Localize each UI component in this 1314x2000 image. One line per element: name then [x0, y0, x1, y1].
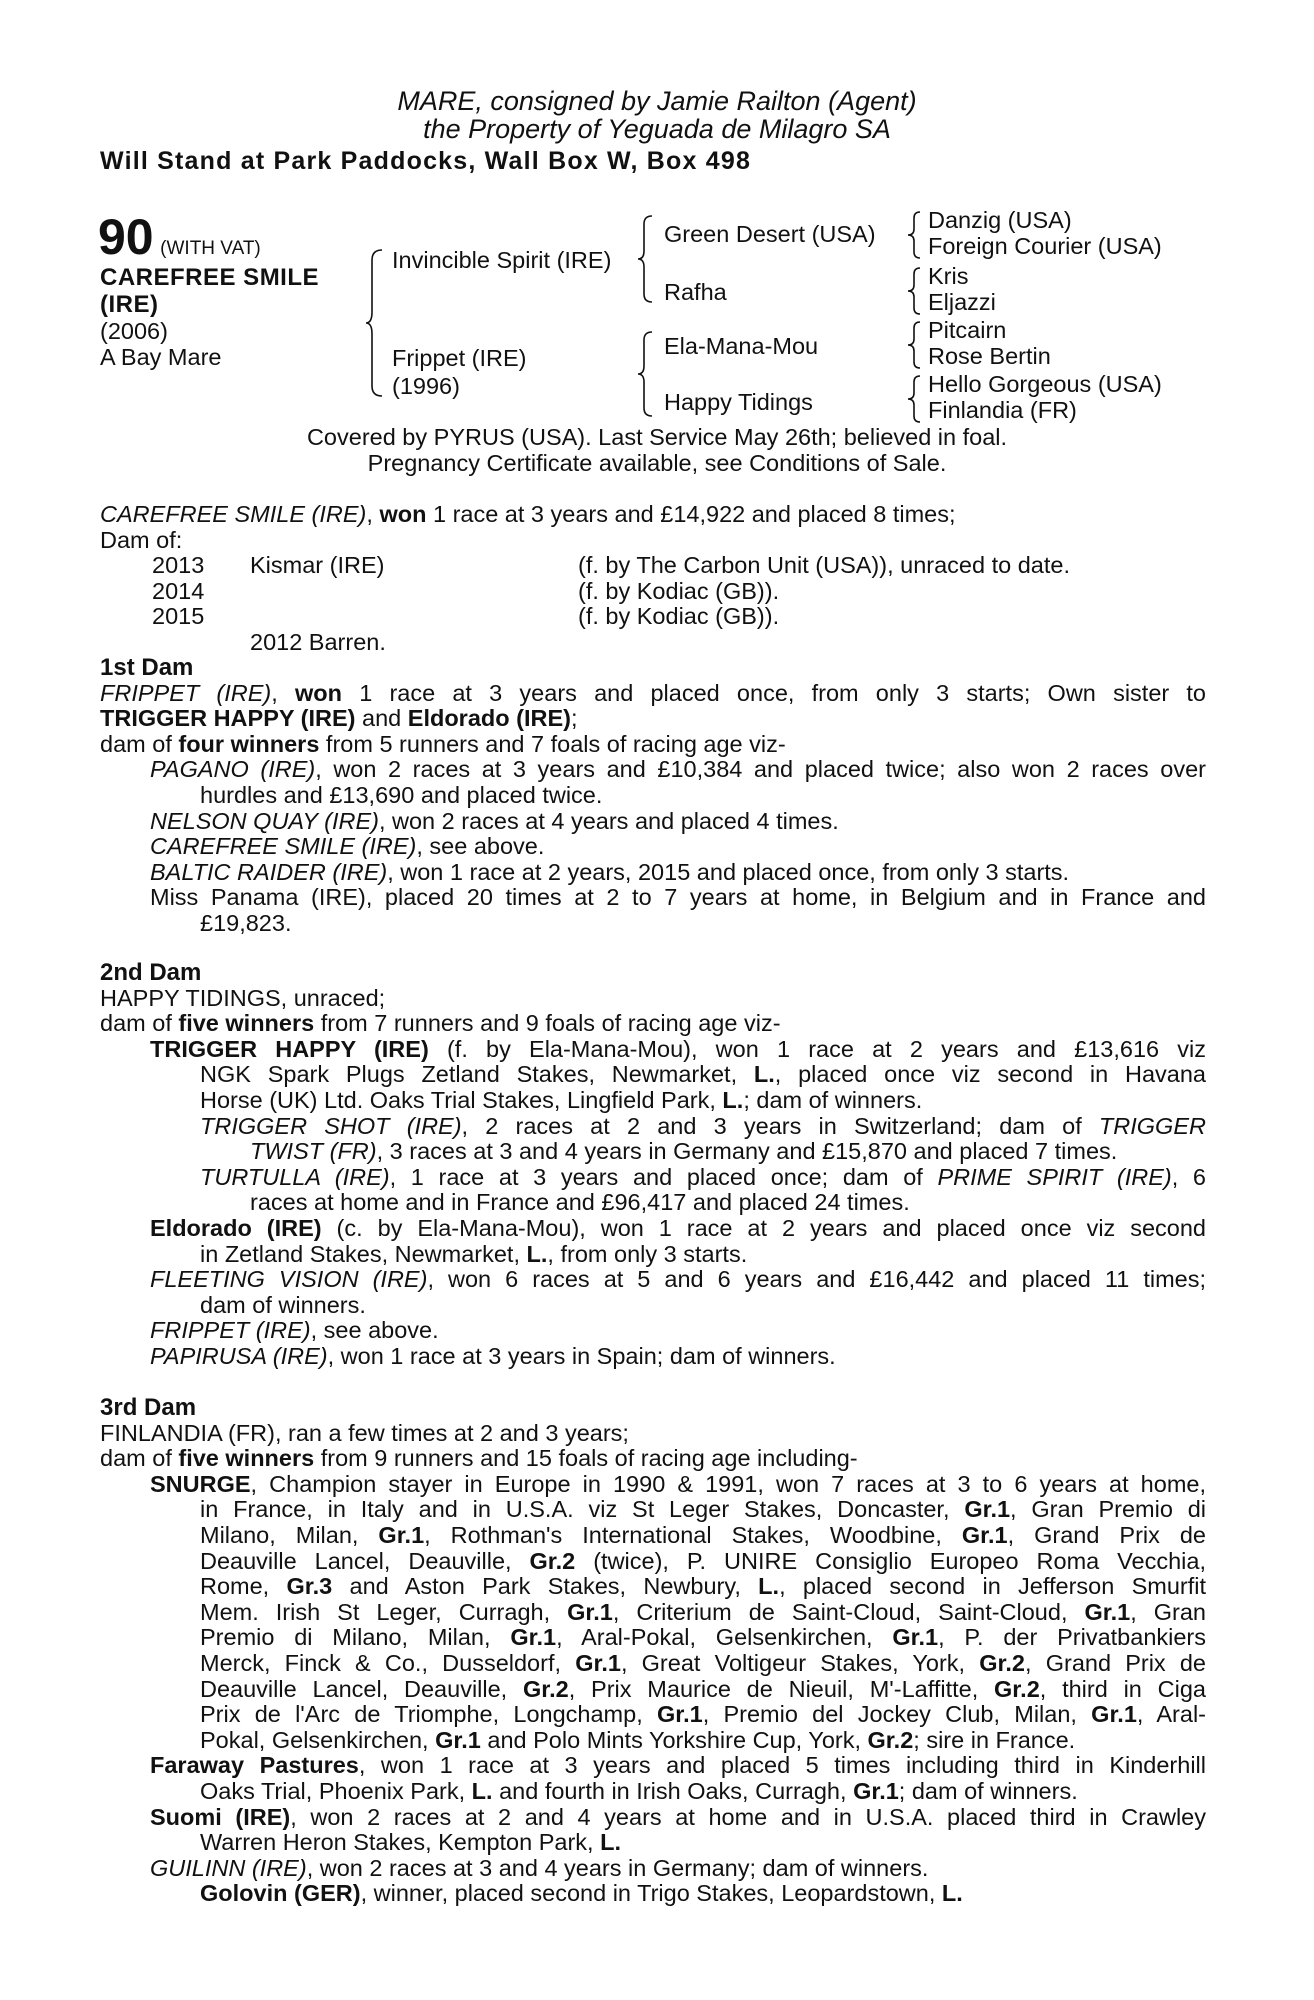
list-item-cont: Mem. Irish St Leger, Curragh, Gr.1, Criterium de Saint-Cloud, Saint-Cloud, Gr.1, Gran: [200, 1598, 1206, 1625]
list-item: GUILINN (IRE), won 2 races at 3 and 4 years in Germany; dam of winners.: [150, 1854, 929, 1881]
list-item-cont: Horse (UK) Ltd. Oaks Trial Stakes, Lingfield Park, L.; dam of winners.: [200, 1086, 923, 1113]
pedigree-gg4: Eljazzi: [928, 289, 996, 315]
list-item-cont: Premio di Milano, Milan, Gr.1, Aral-Pokal, Gelsenkirchen, Gr.1, P. der Privatbankiers: [200, 1624, 1207, 1651]
progeny-row: 2014 (f. by Kodiac (GB)).: [152, 577, 780, 604]
pedigree-gg1: Danzig (USA): [928, 207, 1072, 233]
list-item: TRIGGER SHOT (IRE), 2 races at 2 and 3 years in Switzerland; dam of TRIGGER: [200, 1112, 1206, 1139]
progeny-row: 2015 (f. by Kodiac (GB)).: [152, 603, 780, 630]
list-item-cont: NGK Spark Plugs Zetland Stakes, Newmarket, L., placed once viz second in Havana: [200, 1061, 1207, 1088]
horse-year: (2006): [100, 318, 168, 344]
second-dam-section: [100, 960, 1206, 1370]
property-line: the Property of Yeguada de Milagro SA: [423, 114, 891, 144]
consignor-line: MARE, consigned by Jamie Railton (Agent): [397, 86, 917, 116]
list-item: NELSON QUAY (IRE), won 2 races at 4 years and placed 4 times.: [150, 807, 839, 834]
pedigree-gg8: Finlandia (FR): [928, 397, 1077, 423]
list-item: TURTULLA (IRE), 1 race at 3 years and placed once; dam of PRIME SPIRIT (IRE), 6: [200, 1163, 1206, 1190]
third-dam-record: FINLANDIA (FR), ran a few times at 2 and 3 years;: [100, 1419, 629, 1446]
list-item-cont: TWIST (FR), 3 races at 3 and 4 years in Germany and £15,870 and placed 7 times.: [250, 1138, 1118, 1165]
pedigree-brace-g3: [906, 320, 926, 370]
pedigree-sire-dam: Rafha: [664, 279, 727, 305]
list-item: PAPIRUSA (IRE), won 1 race at 3 years in Spain; dam of winners.: [150, 1342, 836, 1369]
pedigree-brace-dam: [636, 330, 660, 418]
list-item: Golovin (GER), winner, placed second in Trigo Stakes, Leopardstown, L.: [200, 1880, 963, 1907]
list-item: PAGANO (IRE), won 2 races at 3 years and £10,384 and placed twice; also won 2 races over: [150, 756, 1206, 783]
first-dam-heading: 1st Dam: [100, 654, 194, 681]
list-item: Faraway Pastures, won 1 race at 3 years and placed 5 times including third in Kinderhill: [150, 1752, 1206, 1779]
list-item-cont: Prix de l'Arc de Triomphe, Longchamp, Gr.1, Premio del Jockey Club, Milan, Gr.1, Aral-: [200, 1701, 1206, 1728]
list-item: CAREFREE SMILE (IRE), see above.: [150, 833, 545, 860]
pedigree-dam-dam: Happy Tidings: [664, 389, 813, 415]
mare-summary: [100, 502, 1206, 656]
pedigree-dam-sire: Ela-Mana-Mou: [664, 333, 819, 359]
list-item-cont: Deauville Lancel, Deauville, Gr.2 (twice), P. UNIRE Consiglio Europeo Roma Vecchia,: [200, 1547, 1207, 1574]
list-item-cont: Oaks Trial, Phoenix Park, L. and fourth in Irish Oaks, Curragh, Gr.1; dam of winners.: [200, 1777, 1078, 1804]
list-item: SNURGE, Champion stayer in Europe in 1990 & 1991, won 7 races at 3 to 6 years at home,: [150, 1470, 1206, 1497]
pedigree-gg6: Rose Bertin: [928, 343, 1051, 369]
list-item-cont: hurdles and £13,690 and placed twice.: [200, 781, 603, 808]
second-dam-produce: dam of five winners from 7 runners and 9 foals of racing age viz-: [100, 1010, 781, 1037]
pregnancy-line: Pregnancy Certificate available, see Conditions of Sale.: [367, 450, 947, 476]
pedigree-brace-sire: [636, 214, 660, 304]
list-item-cont: races at home and in France and £96,417 and placed 24 times.: [250, 1189, 910, 1216]
lot-number: 90: [98, 209, 154, 265]
list-item-cont: Deauville Lancel, Deauville, Gr.2, Prix Maurice de Nieuil, M'-Laffitte, Gr.2, third in Ciga: [200, 1675, 1206, 1702]
horse-description: A Bay Mare: [100, 344, 222, 370]
pedigree-gg2: Foreign Courier (USA): [928, 233, 1162, 259]
list-item: Miss Panama (IRE), placed 20 times at 2 to 7 years at home, in Belgium and in France and: [150, 884, 1206, 911]
list-item-cont: Pokal, Gelsenkirchen, Gr.1 and Polo Mints Yorkshire Cup, York, Gr.2; sire in France.: [200, 1726, 1076, 1753]
vat-label: (WITH VAT): [160, 238, 261, 259]
lot-number-block: [98, 209, 261, 265]
list-item-cont: dam of winners.: [200, 1291, 366, 1318]
list-item-cont: Merck, Finck & Co., Dusseldorf, Gr.1, Great Voltigeur Stakes, York, Gr.2, Grand Prix de: [200, 1649, 1207, 1676]
pedigree-brace-g1: [906, 210, 926, 260]
second-dam-heading: 2nd Dam: [100, 959, 202, 986]
progeny-row: 2013 Kismar (IRE) (f. by The Carbon Unit (USA)), unraced to date.: [152, 552, 1070, 579]
pedigree-sire-sire: Green Desert (USA): [664, 221, 876, 247]
horse-name-suffix: (IRE): [100, 291, 159, 318]
second-dam-record: HAPPY TIDINGS, unraced;: [100, 984, 386, 1011]
pedigree-brace-g4: [906, 374, 926, 424]
pedigree-gg3: Kris: [928, 263, 969, 289]
list-item-cont: £19,823.: [200, 909, 292, 936]
horse-name: CAREFREE SMILE: [100, 264, 320, 291]
third-dam-section: [100, 1395, 1206, 1907]
list-item: BALTIC RAIDER (IRE), won 1 race at 2 years, 2015 and placed once, from only 3 starts.: [150, 858, 1070, 885]
covered-line: Covered by PYRUS (USA). Last Service May 26th; believed in foal.: [306, 424, 1008, 450]
third-dam-heading: 3rd Dam: [100, 1394, 197, 1421]
first-dam-produce: dam of four winners from 5 runners and 7 foals of racing age viz-: [100, 730, 786, 757]
list-item-cont: in France, in Italy and in U.S.A. viz St Leger Stakes, Doncaster, Gr.1, Gran Premio di: [200, 1496, 1206, 1523]
list-item: TRIGGER HAPPY (IRE) (f. by Ela-Mana-Mou), won 1 race at 2 years and £13,616 viz: [150, 1035, 1206, 1062]
pedigree-brace-main: [364, 248, 394, 398]
pedigree-gg7: Hello Gorgeous (USA): [928, 371, 1162, 397]
barren-row: 2012 Barren.: [250, 628, 386, 655]
stand-location: Will Stand at Park Paddocks, Wall Box W, Box 498: [100, 147, 752, 175]
pedigree-gg5: Pitcairn: [928, 317, 1007, 343]
pedigree-brace-g2: [906, 266, 926, 316]
pedigree-dam-year: (1996): [392, 373, 460, 399]
list-item: FRIPPET (IRE), see above.: [150, 1317, 439, 1344]
pedigree-dam: Frippet (IRE): [392, 345, 527, 371]
list-item-cont: Rome, Gr.3 and Aston Park Stakes, Newbury, L., placed second in Jefferson Smurfit: [200, 1573, 1206, 1600]
list-item-cont: Warren Heron Stakes, Kempton Park, L.: [200, 1829, 621, 1856]
first-dam-record: FRIPPET (IRE), won 1 race at 3 years and placed once, from only 3 starts; Own sister to: [100, 679, 1207, 706]
third-dam-produce: dam of five winners from 9 runners and 15 foals of racing age including-: [100, 1445, 858, 1472]
list-item: FLEETING VISION (IRE), won 6 races at 5 and 6 years and £16,442 and placed 11 times;: [150, 1266, 1206, 1293]
first-dam-section: [100, 655, 1206, 937]
list-item: Suomi (IRE), won 2 races at 2 and 4 years at home and in U.S.A. placed third in Crawley: [150, 1803, 1206, 1830]
list-item-cont: in Zetland Stakes, Newmarket, L., from only 3 starts.: [200, 1240, 748, 1267]
first-dam-sister: TRIGGER HAPPY (IRE) and Eldorado (IRE);: [100, 705, 578, 732]
mare-record: CAREFREE SMILE (IRE), won 1 race at 3 years and £14,922 and placed 8 times;: [100, 501, 956, 527]
list-item-cont: Milano, Milan, Gr.1, Rothman's International Stakes, Woodbine, Gr.1, Grand Prix de: [200, 1521, 1207, 1548]
list-item: Eldorado (IRE) (c. by Ela-Mana-Mou), won 1 race at 2 years and placed once viz second: [150, 1214, 1206, 1241]
dam-of-label: Dam of:: [100, 526, 183, 553]
pedigree-sire: Invincible Spirit (IRE): [392, 247, 612, 273]
